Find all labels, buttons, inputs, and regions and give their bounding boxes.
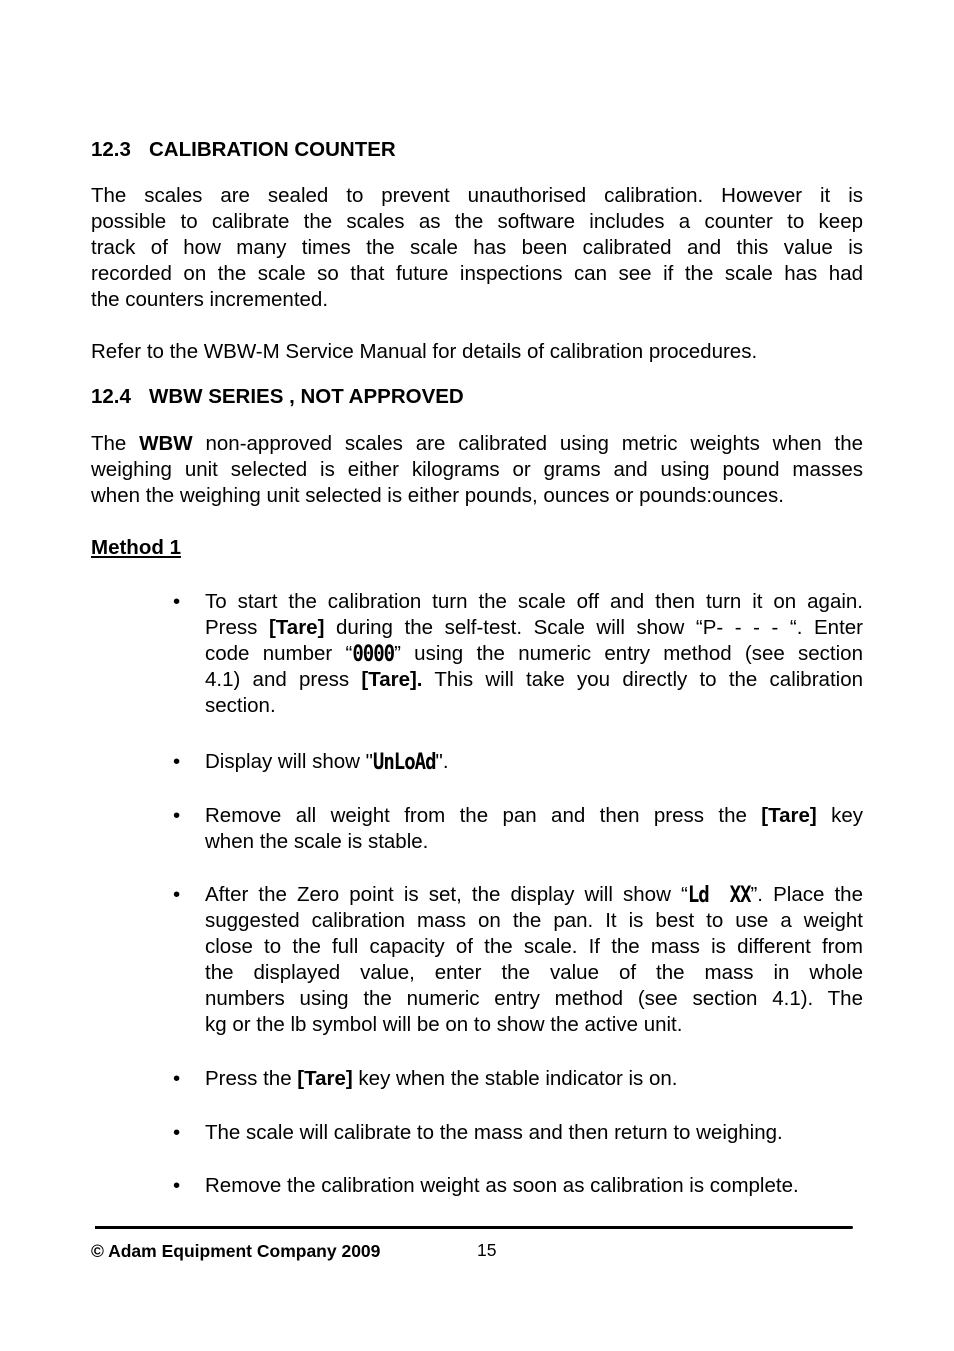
bullet-icon: • bbox=[173, 883, 181, 906]
text: Press bbox=[205, 616, 269, 639]
footer-divider bbox=[95, 1226, 853, 1229]
text-line: To start the calibration turn the scale off and then turn it on again. bbox=[205, 590, 863, 613]
text-line bbox=[205, 749, 863, 775]
text-line: close to the full capacity of the scale. If the mass is different from bbox=[205, 935, 863, 958]
text: key bbox=[816, 804, 863, 827]
text: The bbox=[91, 432, 140, 455]
text-line: when the scale is stable. bbox=[205, 830, 429, 853]
tare-key-label: [Tare] bbox=[297, 1067, 353, 1090]
paragraph-line: track of how many times the scale has been calibrated and this value is bbox=[91, 236, 863, 259]
text: This will take you directly to the calibration bbox=[422, 668, 863, 691]
paragraph-line: the counters incremented. bbox=[91, 288, 329, 311]
list-item-text bbox=[205, 589, 863, 719]
text: during the self-test. Scale will show “P- - - - “. Enter bbox=[324, 616, 863, 639]
text: code number “ bbox=[205, 642, 353, 665]
display-code: Ld XX bbox=[687, 882, 751, 908]
list-item-text bbox=[205, 803, 863, 855]
bullet-icon: • bbox=[173, 750, 181, 773]
service-manual-reference bbox=[91, 339, 863, 365]
list-item-text bbox=[205, 1066, 863, 1092]
display-code: UnLoAd bbox=[372, 749, 436, 775]
tare-key-label: [Tare]. bbox=[361, 668, 423, 691]
text-line: suggested calibration mass on the pan. It is best to use a weight bbox=[205, 909, 863, 932]
text-line: the displayed value, enter the value of the mass in whole bbox=[205, 961, 863, 984]
paragraph-line: weighing unit selected is either kilograms or grams and using pound masses bbox=[91, 458, 863, 481]
bullet-icon: • bbox=[173, 1174, 181, 1197]
text-line bbox=[205, 615, 863, 641]
bullet-icon: • bbox=[173, 1121, 181, 1144]
wbw-series-paragraph bbox=[91, 431, 863, 509]
list-item-text bbox=[205, 1120, 863, 1146]
paragraph-line: Refer to the WBW-M Service Manual for details of calibration procedures. bbox=[91, 340, 758, 363]
tare-key-label: [Tare] bbox=[268, 616, 325, 639]
bold-model-name: WBW bbox=[139, 432, 193, 455]
text: Display will show " bbox=[205, 750, 373, 773]
text-line bbox=[205, 667, 863, 693]
text-line bbox=[205, 803, 863, 829]
section-title: WBW SERIES , NOT APPROVED bbox=[149, 385, 464, 408]
text-line bbox=[205, 641, 863, 667]
text: ” using the numeric entry method (see section bbox=[394, 642, 863, 665]
text: Remove all weight from the pan and then press the bbox=[205, 804, 762, 827]
section-number: 12.4 bbox=[91, 385, 131, 408]
text-line: The scale will calibrate to the mass and then return to weighing. bbox=[205, 1121, 783, 1144]
bullet-icon: • bbox=[173, 1067, 181, 1090]
list-item-text bbox=[205, 882, 863, 1038]
display-code: 0000 bbox=[352, 641, 395, 667]
bullet-icon: • bbox=[173, 590, 181, 613]
paragraph-line: when the weighing unit selected is either pounds, ounces or pounds:ounces. bbox=[91, 484, 784, 507]
section-heading-12-3 bbox=[91, 137, 396, 163]
paragraph-line: The scales are sealed to prevent unauthorised calibration. However it is bbox=[91, 184, 863, 207]
section-title: CALIBRATION COUNTER bbox=[149, 138, 396, 161]
text-line: Remove the calibration weight as soon as calibration is complete. bbox=[205, 1174, 799, 1197]
footer-copyright: © Adam Equipment Company 2009 bbox=[91, 1241, 381, 1261]
text-line: kg or the lb symbol will be on to show the active unit. bbox=[205, 1013, 683, 1036]
text: key when the stable indicator is on. bbox=[352, 1067, 678, 1090]
text-line bbox=[205, 882, 863, 908]
text: After the Zero point is set, the display will show “ bbox=[205, 883, 688, 906]
text-line bbox=[205, 1066, 863, 1092]
paragraph-line: recorded on the scale so that future inspections can see if the scale has had bbox=[91, 262, 863, 285]
method-heading: Method 1 bbox=[91, 536, 181, 559]
bullet-icon: • bbox=[173, 804, 181, 827]
section-heading-12-4 bbox=[91, 384, 464, 410]
text-line: section. bbox=[205, 694, 276, 717]
paragraph-line bbox=[91, 431, 863, 457]
text: Press the bbox=[205, 1067, 298, 1090]
text-line: numbers using the numeric entry method (see section 4.1). The bbox=[205, 987, 863, 1010]
text: ". bbox=[435, 750, 449, 773]
text: 4.1) and press bbox=[205, 668, 362, 691]
page-number: 15 bbox=[477, 1240, 497, 1260]
paragraph-line: possible to calibrate the scales as the software includes a counter to keep bbox=[91, 210, 863, 233]
text: ”. Place the bbox=[750, 883, 863, 906]
tare-key-label: [Tare] bbox=[761, 804, 817, 827]
list-item-text bbox=[205, 749, 863, 775]
calibration-counter-paragraph bbox=[91, 183, 863, 313]
list-item-text bbox=[205, 1173, 863, 1199]
section-number: 12.3 bbox=[91, 138, 131, 161]
text: non-approved scales are calibrated using metric weights when the bbox=[192, 432, 863, 455]
